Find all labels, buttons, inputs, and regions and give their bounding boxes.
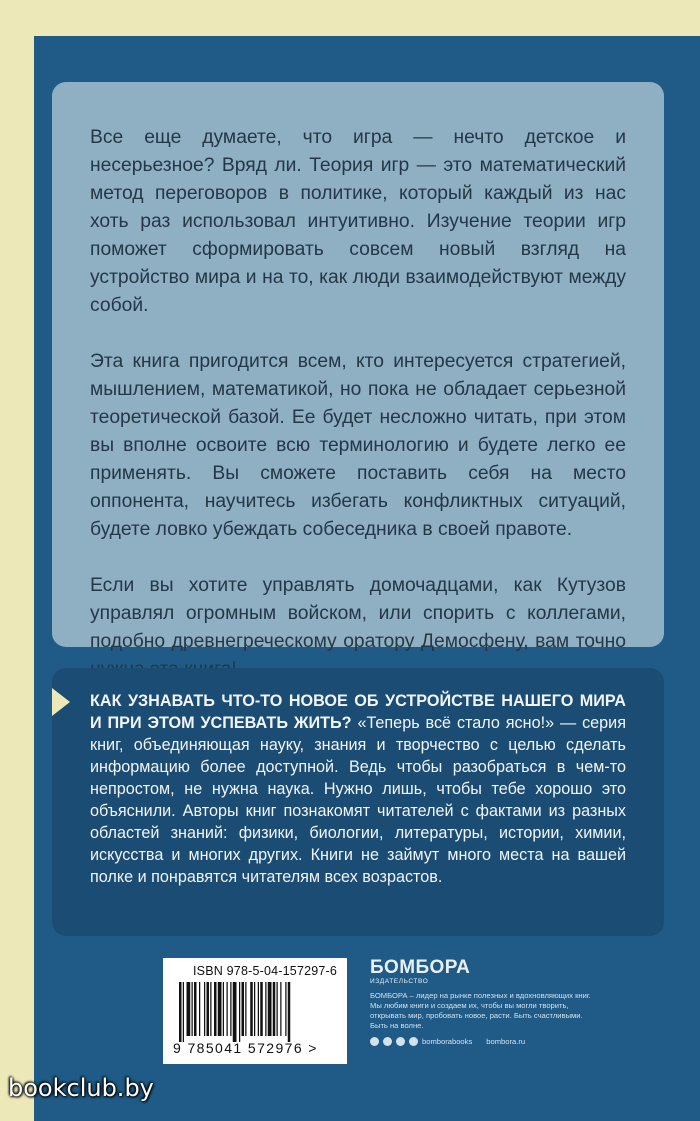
- barcode-bar: [183, 982, 184, 1042]
- publisher-subtitle: ИЗДАТЕЛЬСТВО: [370, 978, 429, 985]
- barcode-bar: [187, 982, 191, 1036]
- barcode-bar: [230, 982, 231, 1036]
- publisher-links: [370, 1037, 620, 1046]
- watermark: bookclub.by: [8, 1074, 154, 1102]
- isbn-label: ISBN 978-5-04-157297-6: [193, 964, 338, 978]
- barcode-bar: [199, 982, 200, 1036]
- description-paragraph-3: Если вы хотите управлять домочадцами, как Кутузов управлял огромным войском, или спорить с коллегами, подобно древнегреческому оратору Демосфену, вам точно: [90, 575, 626, 652]
- barcode-label: [163, 958, 347, 1064]
- barcode-bar: [285, 982, 286, 1036]
- social-handle[interactable]: bomborabooks: [422, 1037, 473, 1046]
- barcode-digits: 9 785041 572976 >: [173, 1040, 318, 1056]
- facebook-icon: [370, 1037, 379, 1046]
- barcode-bar: [250, 982, 253, 1036]
- barcode-bar: [268, 982, 272, 1036]
- barcode-bar: [192, 982, 193, 1036]
- barcode-bar: [265, 982, 266, 1036]
- barcode-bar: [179, 982, 182, 1042]
- barcode-bar: [242, 982, 245, 1036]
- series-panel: [52, 668, 664, 936]
- barcode-bar: [223, 982, 224, 1036]
- vk-icon: [383, 1037, 392, 1046]
- barcode-bar: [280, 982, 281, 1036]
- description-paragraph-1: Все еще думаете, что игра — нечто детское и несерьезное? Вряд ли. Теория игр — это математический метод переговоров в политике, который каждый из нас хоть раз использовал интуитивно. Изучение теории игр поможет сформировать совсем новый взгляд на устройство мира и на то, как люди взаимодействуют между собой.: [90, 127, 626, 316]
- barcode-bar: [210, 982, 211, 1036]
- publisher-logo: БОМБОРА: [370, 957, 471, 978]
- barcode-bar: [254, 982, 255, 1036]
- barcode-bar: [260, 982, 263, 1036]
- barcode-bar: [227, 982, 228, 1036]
- barcode-bar: [245, 982, 246, 1036]
- series-text: «Теперь всё стало ясно!» — серия книг, объединяющая науку, знания и творчество с целью сделать информацию более доступной. Ведь чтобы разобраться в чем-то непростом, не нужна наука. Нужно лишь, чтобы тебе хорошо это объяснили. Авторы книг познакомят читателей с фактами из разных областей знаний: физики, биологии, литературы, истории, химии, искусства и многих других. Книги не займут много места на вашей полке и понравятся читателям всех возрастов.: [90, 714, 626, 886]
- series-lead: КАК УЗНАВАТЬ ЧТО-ТО НОВОЕ ОБ УСТРОЙСТВЕ НАШЕГО МИРА И ПРИ ЭТОМ УСПЕВАТЬ ЖИТЬ?: [90, 692, 626, 732]
- barcode-bar: [218, 982, 222, 1036]
- barcode-icon: [177, 982, 335, 1042]
- barcode-bar: [214, 982, 217, 1036]
- instagram-icon: [396, 1037, 405, 1046]
- publisher-website[interactable]: bombora.ru: [486, 1037, 526, 1046]
- barcode-bar: [277, 982, 278, 1036]
- youtube-icon: [409, 1037, 418, 1046]
- publisher-block: [370, 958, 620, 1046]
- description-paragraph-2: Эта книга пригодится всем, кто интересуется стратегией, мышлением, математикой, но пока не обладает серьезной теоретической базой. Ее будет несложно читать, при этом вы вполне освоите всю терминологию и будете легко ее применять. Вы сможете поставить себя на место оппонента, научитесь избегать конфликтных ситуаций, будете ловко убеждать собеседника в своей правоте.: [90, 351, 626, 540]
- barcode-bar: [233, 982, 237, 1042]
- barcode-bar: [194, 982, 197, 1036]
- barcode-bar: [258, 982, 259, 1036]
- arrow-marker-icon: [52, 688, 70, 716]
- barcode-bar: [273, 982, 276, 1036]
- description-panel: [52, 82, 664, 652]
- barcode-bar: [288, 982, 291, 1042]
- barcode-bar: [239, 982, 240, 1042]
- barcode-bar: [204, 982, 205, 1036]
- barcode-bar: [207, 982, 210, 1036]
- publisher-blurb: БОМБОРА – лидер на рынке полезных и вдохновляющих книг. Мы любим книги и создаем их, чтобы вы могли творить, открывать мир, пробовать новое, расти. Быть счастливыми. Быть на волне.: [370, 991, 591, 1030]
